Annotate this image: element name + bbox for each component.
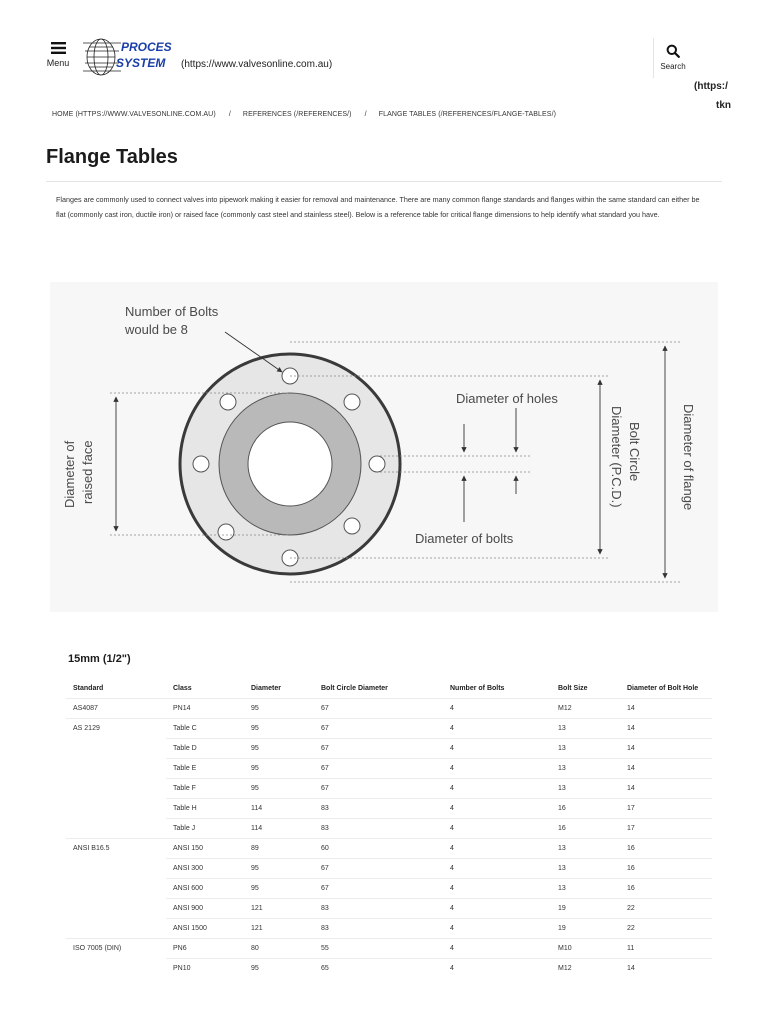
table-row	[66, 839, 712, 859]
table-cell-diameter: 95	[244, 699, 314, 719]
table-cell-standard	[66, 819, 166, 839]
label-raised-1: Diameter of	[62, 440, 77, 508]
table-cell-bolt-size: 16	[551, 799, 620, 819]
table-cell-pcd: 60	[314, 839, 443, 859]
table-cell-pcd: 67	[314, 699, 443, 719]
table-cell-hole: 11	[620, 939, 712, 959]
table-cell-bolt-size: 13	[551, 839, 620, 859]
table-cell-bolts: 4	[443, 759, 551, 779]
table-row	[66, 779, 712, 799]
label-diameter-flange: Diameter of flange	[681, 404, 696, 511]
table-cell-bolts: 4	[443, 959, 551, 979]
table-cell-pcd: 67	[314, 759, 443, 779]
table-row	[66, 819, 712, 839]
table-cell-standard	[66, 799, 166, 819]
table-cell-diameter: 114	[244, 819, 314, 839]
table-cell-hole: 16	[620, 859, 712, 879]
label-diameter-holes: Diameter of holes	[456, 391, 558, 406]
table-cell-standard: AS 2129	[66, 719, 166, 739]
hamburger-icon	[51, 42, 66, 54]
table-cell-bolts: 4	[443, 799, 551, 819]
table-cell-bolts: 4	[443, 879, 551, 899]
table-cell-hole: 22	[620, 899, 712, 919]
table-cell-class: ANSI 600	[166, 879, 244, 899]
table-cell-bolt-size: 13	[551, 719, 620, 739]
table-cell-class: Table D	[166, 739, 244, 759]
breadcrumb-home[interactable]: HOME (HTTPS://WWW.VALVESONLINE.COM.AU)	[52, 111, 216, 118]
table-cell-bolt-size: 19	[551, 899, 620, 919]
table-cell-bolts: 4	[443, 919, 551, 939]
table-cell-pcd: 83	[314, 919, 443, 939]
table-cell-diameter: 95	[244, 859, 314, 879]
menu-button[interactable]	[44, 42, 72, 68]
bore-inner	[263, 437, 317, 491]
table-row	[66, 939, 712, 959]
header-divider	[653, 38, 654, 78]
table-cell-pcd: 67	[314, 859, 443, 879]
table-cell-pcd: 83	[314, 799, 443, 819]
table-cell-diameter: 89	[244, 839, 314, 859]
table-cell-hole: 14	[620, 959, 712, 979]
table-row	[66, 719, 712, 739]
table-row	[66, 799, 712, 819]
logo-word-proces: PROCES	[121, 40, 172, 54]
col-class: Class	[173, 684, 192, 692]
table-header-row	[66, 678, 712, 699]
menu-label: Menu	[46, 58, 70, 68]
title-divider	[46, 181, 722, 182]
col-bolt-size: Bolt Size	[558, 684, 588, 692]
col-standard: Standard	[73, 684, 104, 692]
side-link-tail: tkn	[716, 100, 731, 111]
table-cell-pcd: 67	[314, 719, 443, 739]
label-diameter-bolts: Diameter of bolts	[415, 531, 514, 546]
search-icon	[666, 44, 680, 58]
table-cell-bolts: 4	[443, 939, 551, 959]
table-cell-bolt-size: 13	[551, 759, 620, 779]
table-cell-standard	[66, 859, 166, 879]
table-cell-class: PN14	[166, 699, 244, 719]
table-cell-standard: ANSI B16.5	[66, 839, 166, 859]
page-title: Flange Tables	[46, 146, 178, 168]
label-pcd-1: Bolt Circle	[627, 422, 642, 482]
table-cell-pcd: 65	[314, 959, 443, 979]
table-cell-bolts: 4	[443, 739, 551, 759]
table-cell-hole: 14	[620, 699, 712, 719]
logo-url-link[interactable]: (https://www.valvesonline.com.au)	[181, 59, 333, 70]
table-cell-class: Table E	[166, 759, 244, 779]
col-number-bolts: Number of Bolts	[450, 684, 505, 692]
table-cell-diameter: 95	[244, 779, 314, 799]
table-cell-hole: 22	[620, 919, 712, 939]
table-cell-bolt-size: M10	[551, 939, 620, 959]
table-cell-bolt-size: 13	[551, 739, 620, 759]
table-row	[66, 919, 712, 939]
col-bolt-hole: Diameter of Bolt Hole	[627, 684, 699, 692]
table-cell-class: ANSI 150	[166, 839, 244, 859]
table-cell-bolts: 4	[443, 699, 551, 719]
table-cell-diameter: 95	[244, 759, 314, 779]
table-cell-hole: 14	[620, 719, 712, 739]
company-logo[interactable]	[83, 35, 183, 79]
table-cell-pcd: 55	[314, 939, 443, 959]
table-cell-diameter: 95	[244, 959, 314, 979]
table-cell-class: ANSI 900	[166, 899, 244, 919]
table-cell-diameter: 80	[244, 939, 314, 959]
table-cell-standard: ISO 7005 (DIN)	[66, 939, 166, 959]
table-cell-hole: 16	[620, 839, 712, 859]
table-cell-bolts: 4	[443, 779, 551, 799]
table-cell-hole: 16	[620, 879, 712, 899]
table-row	[66, 879, 712, 899]
table-cell-class: Table F	[166, 779, 244, 799]
label-bolts-note-1: Number of Bolts	[125, 304, 219, 319]
breadcrumb-current[interactable]: FLANGE TABLES (/REFERENCES/FLANGE-TABLES/)	[378, 111, 557, 118]
table-cell-hole: 17	[620, 819, 712, 839]
table-cell-bolt-size: M12	[551, 699, 620, 719]
table-row	[66, 699, 712, 719]
table-cell-standard	[66, 879, 166, 899]
label-pcd-2: Diameter (P.C.D.)	[609, 406, 624, 508]
table-cell-diameter: 114	[244, 799, 314, 819]
table-row	[66, 739, 712, 759]
table-cell-standard	[66, 739, 166, 759]
breadcrumb-separator: /	[364, 111, 367, 118]
table-cell-diameter: 95	[244, 719, 314, 739]
table-cell-hole: 17	[620, 799, 712, 819]
col-bolt-circle: Bolt Circle Diameter	[321, 684, 388, 692]
table-cell-bolt-size: 16	[551, 819, 620, 839]
table-cell-standard	[66, 919, 166, 939]
breadcrumb	[52, 111, 556, 118]
table-cell-class: PN6	[166, 939, 244, 959]
table-cell-bolt-size: 13	[551, 779, 620, 799]
breadcrumb-separator: /	[228, 111, 231, 118]
table-cell-hole: 14	[620, 779, 712, 799]
col-diameter: Diameter	[251, 684, 281, 692]
table-cell-pcd: 83	[314, 819, 443, 839]
table-cell-bolt-size: 13	[551, 859, 620, 879]
table-cell-diameter: 121	[244, 899, 314, 919]
label-bolts-note-2: would be 8	[125, 322, 188, 337]
table-cell-class: Table C	[166, 719, 244, 739]
table-cell-pcd: 67	[314, 879, 443, 899]
table-cell-pcd: 83	[314, 899, 443, 919]
table-cell-class: ANSI 1500	[166, 919, 244, 939]
table-cell-pcd: 67	[314, 739, 443, 759]
side-link-partial[interactable]: (https:/	[694, 81, 728, 92]
search-button[interactable]	[655, 44, 691, 71]
table-cell-diameter: 95	[244, 739, 314, 759]
table-cell-bolts: 4	[443, 719, 551, 739]
label-raised-2: raised face	[80, 440, 95, 504]
table-cell-hole: 14	[620, 739, 712, 759]
table-cell-pcd: 67	[314, 779, 443, 799]
search-label: Search	[660, 62, 686, 71]
table-cell-class: ANSI 300	[166, 859, 244, 879]
table-cell-bolt-size: 19	[551, 919, 620, 939]
table-cell-bolt-size: M12	[551, 959, 620, 979]
breadcrumb-references[interactable]: REFERENCES (/REFERENCES/)	[242, 111, 352, 118]
table-cell-standard	[66, 759, 166, 779]
table-cell-standard	[66, 959, 166, 979]
logo-word-system: SYSTEM	[116, 56, 166, 70]
table-row	[66, 759, 712, 779]
table-cell-class: Table J	[166, 819, 244, 839]
table-section-title: 15mm (1/2")	[68, 653, 131, 665]
table-cell-standard: AS4087	[66, 699, 166, 719]
intro-paragraph: Flanges are commonly used to connect valves into pipework making it easier for removal and maintenance. There are many common flange standards and flanges within the same standard can either be flat (commonly cast iron, ductile iron) or raised face (commonly cast steel and stainless steel). Below is a reference table for critical flange dimensions to help identify what standard you have.	[56, 195, 700, 219]
table-cell-bolt-size: 13	[551, 879, 620, 899]
table-cell-class: PN10	[166, 959, 244, 979]
flange-diagram	[50, 282, 718, 612]
table-cell-hole: 14	[620, 759, 712, 779]
table-cell-standard	[66, 899, 166, 919]
table-cell-class: Table H	[166, 799, 244, 819]
table-cell-bolts: 4	[443, 859, 551, 879]
table-cell-diameter: 121	[244, 919, 314, 939]
table-cell-bolts: 4	[443, 819, 551, 839]
site-header	[0, 0, 768, 111]
table-cell-diameter: 95	[244, 879, 314, 899]
table-cell-bolts: 4	[443, 899, 551, 919]
table-cell-standard	[66, 779, 166, 799]
table-cell-bolts: 4	[443, 839, 551, 859]
flange-table	[66, 678, 712, 978]
table-row	[66, 959, 712, 979]
table-row	[66, 859, 712, 879]
table-row	[66, 899, 712, 919]
